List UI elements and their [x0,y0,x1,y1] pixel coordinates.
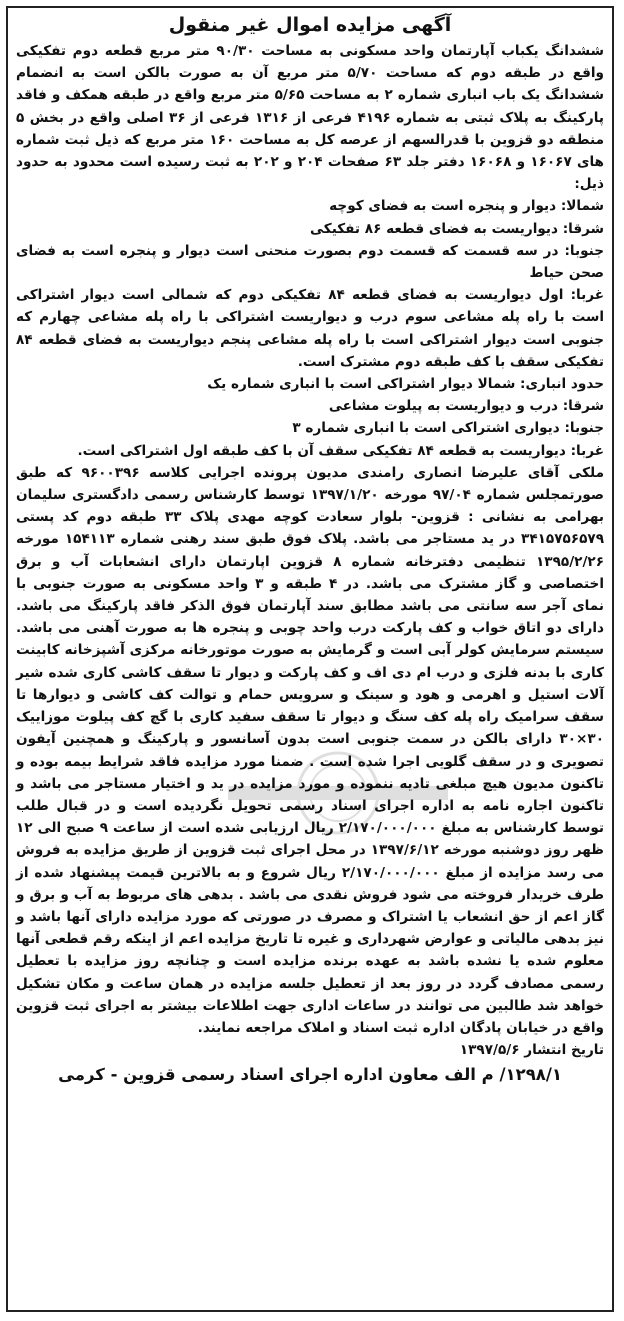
storage-boundary-east: شرقا: درب و دیواریست به پیلوت مشاعی [328,398,604,415]
publication-date: تاریخ انتشار ۱۳۹۷/۵/۶ [459,1042,604,1059]
paragraph-owner-details: ملکی آقای علیرضا انصاری رامندی مدیون پرونده اجرایی کلاسه ۹۶۰۰۳۹۶ که طبق صورتمجلس شماره ۹۷/۰۴ مورخه ۱۳۹۷/۱/۲۰ توسط کارشناس رسمی دادگستری سلیمان بهرامی به نشانی : قزوین- بلوار سعادت کوچه مهدی پلاک ۳۳ طبقه دوم کد پستی ۳۴۱۵۷۵۶۵۷۹ در ید مستاجر می باشد. پلاک فوق طبق سند رهنی شماره ۱۵۴۱۱۳ مورخه ۱۳۹۵/۲/۲۶ تنظیمی دفترخانه شماره ۸ قزوین اپارتمان دارای انشعابات آب و برق اختصاصی و گاز مشترک می باشد. در ۴ طبقه و ۳ واحد مسکونی به صورت جنوبی با نمای آجر سه سانتی می باشد مطابق سند آپارتمان فوق الذکر فاقد پارکینگ می باشد. دارای دو اتاق خواب و کف پارکت درب واحد چوبی و پنجره ها به صورت آهنی می باشد. سیستم سرمایش کولر آبی است و گرمایش به صورت موتورخانه مرکزی آشپزخانه کابینت کاری با بدنه فلزی و درب ام دی اف و کف پارکت و دیوار تا سقف کاشی کاری شده شیر آلات استیل و اهرمی و هود و سینک و سرویس حمام و توالت کف کاشی و دیوارها تا سقف سرامیک راه پله کف سنگ و دیوار تا سقف سفید کاری با گچ کف پیلوت موزاییک ۳۰×۳۰ دارای بالکن در سمت جنوبی است بدون آسانسور و پارکینگ و همچنین آیفون تصویری و در سقف گلویی اجرا شده است . ضمنا مورد مزایده فاقد شرایط بیمه بوده و تاکنون مدیون هیچ مبلغی تادیه ننموده و مورد مزایده در ید و اختیار مستاجر می باشد و تاکنون اجاره نامه به اداره اجرای اسناد رسمی تحویل نگردیده است و در قبال طلب توسط کارشناس به مبلغ ۲/۱۷۰/۰۰۰/۰۰۰ ریال ارزیابی شده است از ساعت ۹ صبح الی ۱۲ ظهر روز دوشنبه مورخه ۱۳۹۷/۶/۱۲ در محل اجرای ثبت قزوین از طریق مزایده به فروش می رسد مزایده از مبلغ ۲/۱۷۰/۰۰۰/۰۰۰ ریال شروع و به بالاترین قیمت پیشنهاد شده از طرف خریدار فروخته می شود فروش نقدی می باشد . بدهی های مربوط به آب و برق و گاز اعم از حق انشعاب یا اشتراک و مصرف در صورتی که مورد مزایده دارای آنها باشد و نیز بدهی مالیاتی و عوارض شهرداری و غیره تا تاریخ مزایده اعم از اینکه رقم قطعی آنها معلوم شده یا نشده باشد به عهده برنده مزایده است و چنانچه روز مزایده با تعطیل رسمی مصادف گردد در روز بعد از تعطیل جلسه مزایده در همان ساعت و مکان تشکیل خواهد شد طالبین می توانند در ساعات اداری جهت اطلاعات بیشتر به اجرای ثبت قزوین واقع در خیابان پادگان اداره ثبت اسناد و املاک مراجعه نمایند. [16,464,605,1036]
watermark-logo [208,748,468,838]
storage-boundary-north: حدود انباری: شمالا دیوار اشتراکی است با انباری شماره یک [207,376,604,393]
storage-boundary-west: غربا: دیواریست به قطعه ۸۴ تفکیکی سقف آن با کف طبقه اول اشتراکی است. [77,442,604,459]
notice-frame [6,6,614,1312]
boundary-north: شمالا: دیوار و پنجره است به فضای کوچه [329,198,604,215]
boundary-west: غربا: اول دیواریست به فضای قطعه ۸۴ تفکیکی دوم که شمالی است دیوار اشتراکی است با راه پله مشاعی سوم درب و دیواریست اشتراکی با راه پله مشاعی چهارم که جنوبی است دیوار اشتراکی است با راه پله مشاعی پنجم دیواریست به فضای قطعه ۸۴ تفکیکی سقف با کف طبقه دوم مشترک است. [16,287,605,370]
storage-boundary-south: جنوبا: دیواری اشتراکی است با انباری شماره ۳ [292,420,604,437]
boundary-east: شرقا: دیواریست به فضای قطعه ۸۶ تفکیکی [310,220,604,237]
notice-title: آگهی مزایده اموال غیر منقول [168,14,452,36]
notice-body [8,40,612,1061]
boundary-south: جنوبا: در سه قسمت که قسمت دوم بصورت منحنی است دیوار و پنجره است به فضای صحن حیاط [16,242,604,282]
paragraph-description: ششدانگ یکباب آپارتمان واحد مسکونی به مساحت ۹۰/۳۰ متر مربع قطعه دوم تفکیکی واقع در طبقه دوم که مساحت ۵/۷۰ متر مربع آن به صورت بالکن است به انضمام ششدانگ یک باب انباری شماره ۲ به مساحت ۵/۶۵ متر مربع واقع در طبقه همکف و فاقد پارکینگ به پلاک ثبتی به شماره ۴۱۹۶ فرعی از ۱۳۱۶ فرعی از ۳۶ اصلی واقع در بخش ۵ منطقه دو قزوین با قدرالسهم از عرصه کل به مساحت ۱۶۰ متر مربع که ذیل ثبت شماره های ۱۶۰۶۷ و ۱۶۰۶۸ دفتر جلد ۶۳ صفحات ۲۰۴ و ۲۰۲ به ثبت رسیده است محدود به حدود ذیل: [16,43,604,193]
signature-line: ۱۲۹۸/۱/ م الف معاون اداره اجرای اسناد رسمی قزوین - کرمی [58,1065,562,1085]
